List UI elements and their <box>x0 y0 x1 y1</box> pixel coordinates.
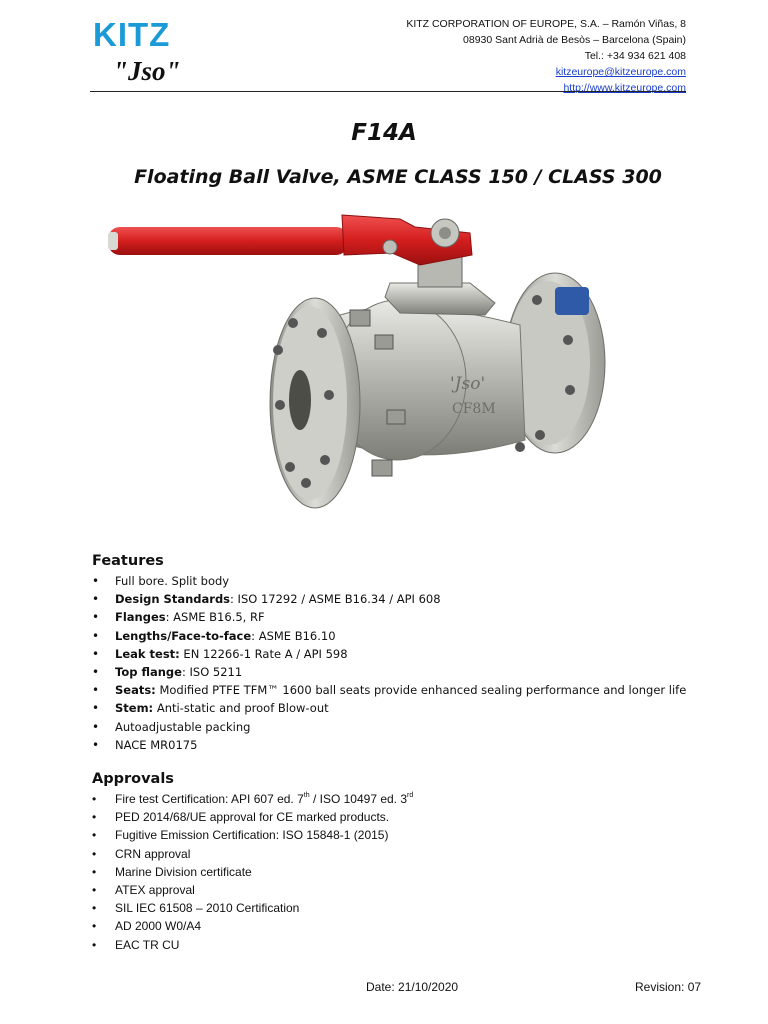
list-item: • Fugitive Emission Certification: ISO 15848-1 (2015) <box>92 826 732 844</box>
product-model: F14A <box>351 120 417 146</box>
list-item: • Autoadjustable packing <box>92 718 732 736</box>
approvals-list <box>92 790 732 954</box>
list-item: • Seats: Modified PTFE TFM™ 1600 ball seats provide enhanced sealing performance and longer life <box>92 681 732 699</box>
list-item: • Fire test Certification: API 607 ed. 7th / ISO 10497 ed. 3rd <box>92 790 732 808</box>
lever-handle <box>108 215 472 265</box>
list-item: • ATEX approval <box>92 881 732 899</box>
body-cast-mark: 'Jso' <box>450 374 486 394</box>
company-logo <box>93 18 211 88</box>
list-item: • CRN approval <box>92 845 732 863</box>
product-subtitle: Floating Ball Valve, ASME CLASS 150 / CLASS 300 <box>134 166 662 188</box>
list-item: • Stem: Anti-static and proof Blow-out <box>92 699 732 717</box>
header-divider <box>90 91 686 92</box>
website-link[interactable]: http://www.kitzeurope.com <box>563 82 686 94</box>
approvals-title: Approvals <box>92 771 174 787</box>
list-item: • Full bore. Split body <box>92 572 732 590</box>
company-line: KITZ CORPORATION OF EUROPE, S.A. – Ramón Viñas, 8 <box>406 18 686 30</box>
list-item: • AD 2000 W0/A4 <box>92 917 732 935</box>
document-date: Date: 21/10/2020 <box>366 980 459 994</box>
list-item: • SIL IEC 61508 – 2010 Certification <box>92 899 732 917</box>
list-item: • NACE MR0175 <box>92 736 732 754</box>
body-cast-material: CF8M <box>452 401 496 417</box>
document-revision: Revision: 07 <box>635 980 702 994</box>
contact-block <box>366 16 686 96</box>
features-title: Features <box>92 553 164 569</box>
logo-sub: "Jso" <box>113 56 181 86</box>
list-item: • EAC TR CU <box>92 936 732 954</box>
list-item: • Top flange: ISO 5211 <box>92 663 732 681</box>
valve-image <box>100 205 620 525</box>
list-item: • PED 2014/68/UE approval for CE marked products. <box>92 808 732 826</box>
features-list <box>92 572 732 754</box>
list-item: • Flanges: ASME B16.5, RF <box>92 608 732 626</box>
address-line: 08930 Sant Adrià de Besòs – Barcelona (Spain) <box>463 34 686 46</box>
phone-line: Tel.: +34 934 621 408 <box>584 50 686 62</box>
list-item: • Design Standards: ISO 17292 / ASME B16.34 / API 608 <box>92 590 732 608</box>
list-item: • Marine Division certificate <box>92 863 732 881</box>
logo-brand: KITZ <box>93 16 171 53</box>
left-flange <box>270 298 360 508</box>
list-item: • Lengths/Face-to-face: ASME B16.10 <box>92 627 732 645</box>
list-item: • Leak test: EN 12266-1 Rate A / API 598 <box>92 645 732 663</box>
email-link[interactable]: kitzeurope@kitzeurope.com <box>555 66 686 78</box>
